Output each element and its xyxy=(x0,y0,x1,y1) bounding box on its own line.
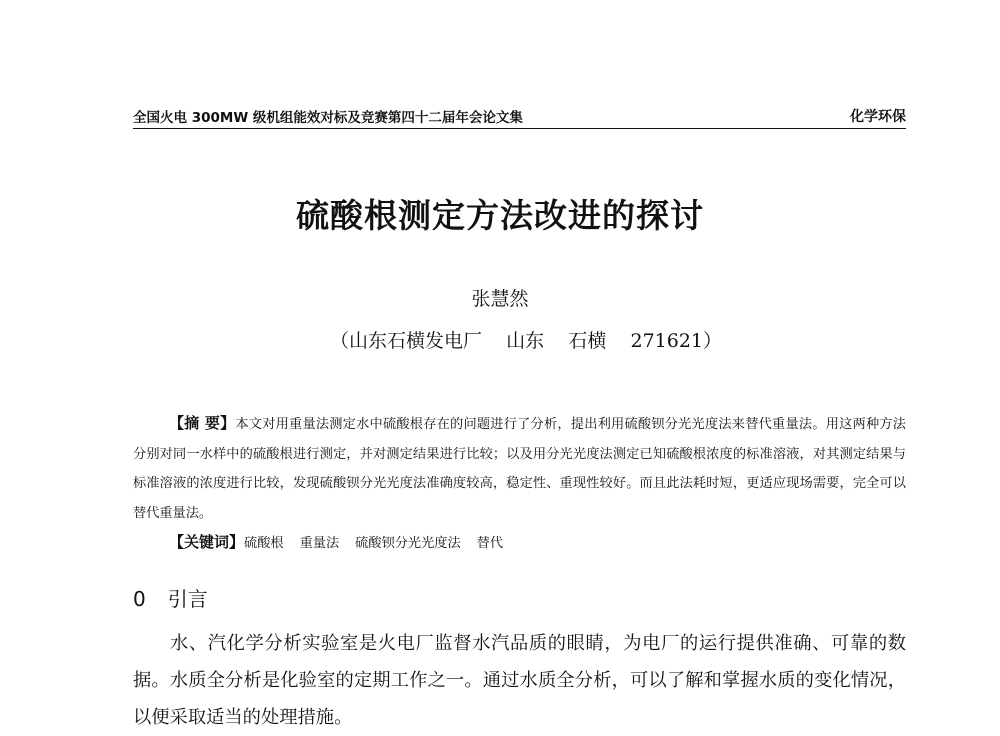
keywords-line xyxy=(133,528,906,559)
keyword: 硫酸根 xyxy=(244,536,284,551)
paper-title: 硫酸根测定方法改进的探讨 xyxy=(296,196,704,235)
keyword: 重量法 xyxy=(299,536,340,551)
section-number: 0 xyxy=(133,587,146,611)
keyword: 替代 xyxy=(476,536,504,551)
section-category: 化学环保 xyxy=(850,109,906,125)
running-header xyxy=(133,104,906,129)
author-name: 张慧然 xyxy=(471,288,529,310)
author-affiliation: （山东石横发电厂 山东 石横 271621） xyxy=(330,330,723,352)
keyword: 硫酸钡分光光度法 xyxy=(355,536,461,551)
body-text xyxy=(133,625,906,736)
section-heading xyxy=(133,583,208,612)
keywords-label: 【关键词】 xyxy=(169,533,245,551)
abstract-text: 本文对用重量法测定水中硫酸根存在的问题进行了分析，提出利用硫酸钡分光光度法来替代重量法。用这两种方法分别对同一水样中的硫酸根进行测定，并对测定结果进行比较；以及用分光光度法测定已知硫酸根浓度的标准溶液，对其测定结果与标准溶液的浓度进行比较，发现硫酸钡分光光度法准确度较高，稳定性、重现性较好。而且此法耗时短，更适应现场需要，完全可以替代重量法。 xyxy=(133,417,906,521)
abstract-label: 【摘 要】 xyxy=(169,414,236,432)
abstract-block xyxy=(133,409,906,559)
abstract-paragraph xyxy=(133,409,906,528)
conference-proceedings-title: 全国火电 300MW 级机组能效对标及竞赛第四十二届年会论文集 xyxy=(133,110,523,126)
section-title: 引言 xyxy=(167,587,208,611)
body-paragraph: 水、汽化学分析实验室是火电厂监督水汽品质的眼睛，为电厂的运行提供准确、可靠的数据。水质全分析是化验室的定期工作之一。通过水质全分析，可以了解和掌握水质的变化情况，以便采取适当的处理措施。 xyxy=(133,633,906,728)
